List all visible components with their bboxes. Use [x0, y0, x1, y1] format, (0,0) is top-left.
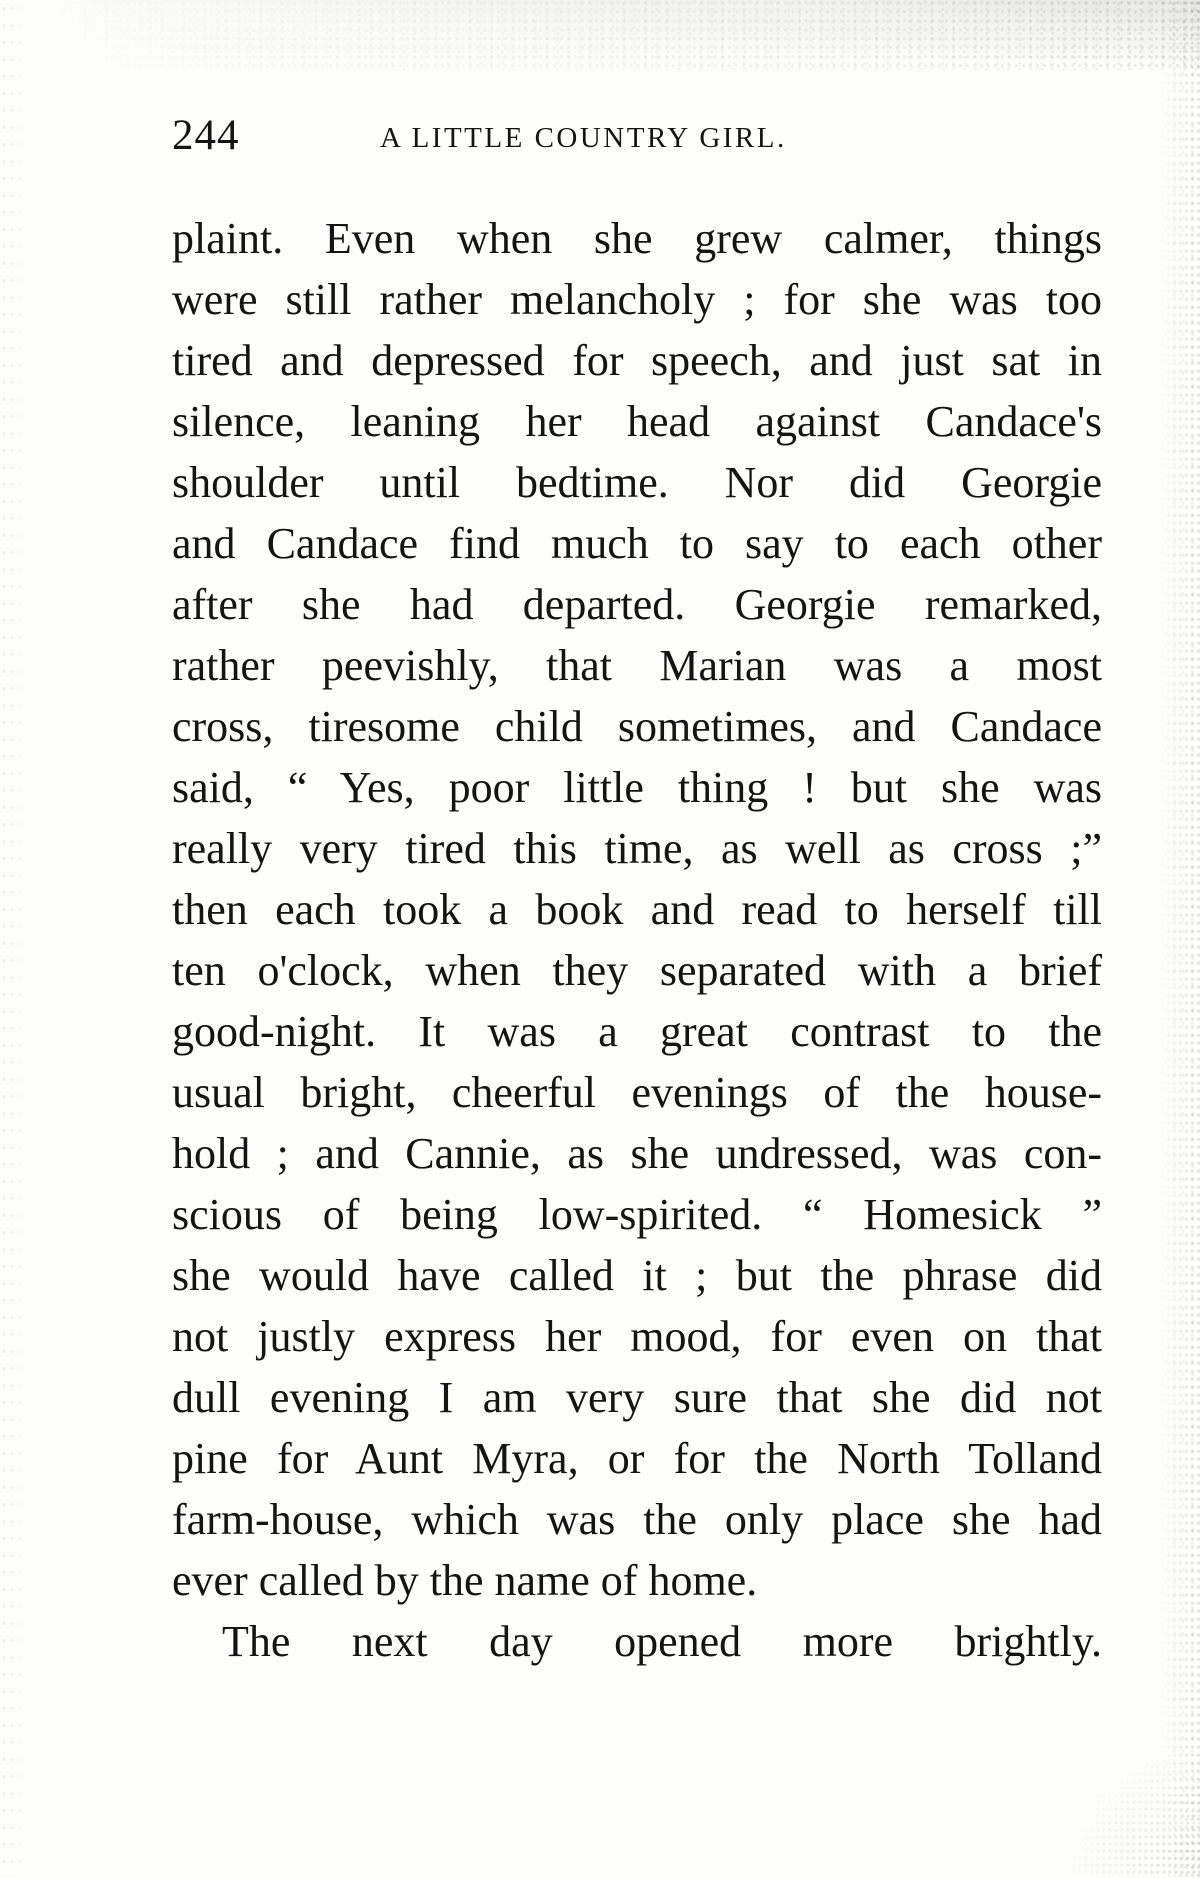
- page-header: [172, 106, 942, 166]
- scan-noise-right: [1160, 0, 1200, 1878]
- scan-noise-left: [0, 0, 30, 1878]
- text-line: she would have called it ; but the phrase did: [172, 1251, 1102, 1300]
- running-head: A LITTLE COUNTRY GIRL.: [380, 122, 787, 154]
- text-line: plaint. Even when she grew calmer, things: [172, 214, 1102, 263]
- text-line: and Candace find much to say to each other: [172, 519, 1102, 568]
- text-line: pine for Aunt Myra, or for the North Tolland: [172, 1434, 1102, 1483]
- text-line: not justly express her mood, for even on that: [172, 1312, 1102, 1361]
- text-line: said, “ Yes, poor little thing ! but she was: [172, 763, 1102, 812]
- text-line: scious of being low-spirited. “ Homesick ”: [172, 1190, 1102, 1239]
- text-line: hold ; and Cannie, as she undressed, was con-: [172, 1129, 1102, 1178]
- text-line-paragraph-end: ever called by the name of home.: [172, 1556, 758, 1605]
- text-line: good-night. It was a great contrast to the: [172, 1007, 1102, 1056]
- scan-noise-top: [0, 0, 1200, 70]
- text-line: then each took a book and read to herself till: [172, 885, 1102, 934]
- scan-noise-bottom-right: [1060, 1758, 1200, 1878]
- page-number: 244: [172, 112, 240, 159]
- text-line: cross, tiresome child sometimes, and Candace: [172, 702, 1102, 751]
- text-line: shoulder until bedtime. Nor did Georgie: [172, 458, 1102, 507]
- text-line: silence, leaning her head against Candace's: [172, 397, 1102, 446]
- text-line: farm-house, which was the only place she had: [172, 1495, 1102, 1544]
- text-line: ten o'clock, when they separated with a brief: [172, 946, 1102, 995]
- body-text: [172, 208, 1102, 1672]
- text-line: dull evening I am very sure that she did not: [172, 1373, 1102, 1422]
- text-line: tired and depressed for speech, and just sat in: [172, 336, 1102, 385]
- text-line: after she had departed. Georgie remarked,: [172, 580, 1102, 629]
- text-line-paragraph-start: The next day opened more brightly.: [222, 1617, 1102, 1666]
- text-line: were still rather melancholy ; for she was too: [172, 275, 1102, 324]
- text-line: rather peevishly, that Marian was a most: [172, 641, 1102, 690]
- text-line: usual bright, cheerful evenings of the house-: [172, 1068, 1102, 1117]
- text-line: really very tired this time, as well as cross ;”: [172, 824, 1102, 873]
